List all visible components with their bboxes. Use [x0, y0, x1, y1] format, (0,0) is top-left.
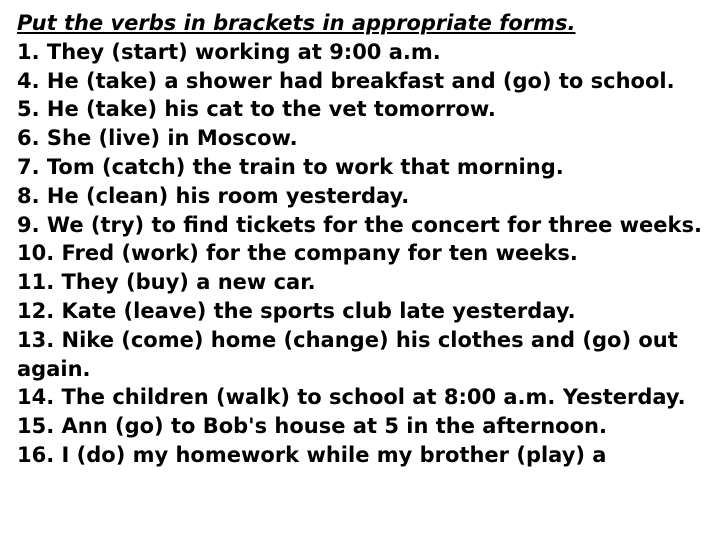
exercise-item-12: 12. Kate (leave) the sports club late yesterday.: [17, 298, 576, 323]
exercise-item-16: 16. I (do) my homework while my brother (play) a: [17, 442, 607, 467]
exercise-item-6: 6. She (live) in Moscow.: [17, 126, 298, 151]
exercise-item-8: 8. He (clean) his room yesterday.: [17, 183, 410, 208]
exercise-item-7: 7. Tom (catch) the train to work that morning.: [17, 154, 564, 179]
exercise-text: [17, 9, 707, 470]
exercise-item-10: 10. Fred (work) for the company for ten weeks.: [17, 241, 578, 266]
exercise-item-5: 5. He (take) his cat to the vet tomorrow.: [17, 97, 496, 122]
exercise-item-13: 13. Nike (come) home (change) his clothes and (go) out again.: [17, 327, 678, 381]
exercise-item-4: 4. He (take) a shower had breakfast and (go) to school.: [17, 68, 675, 93]
exercise-item-9: 9. We (try) to find tickets for the concert for three weeks.: [17, 212, 702, 237]
exercise-item-15: 15. Ann (go) to Bob's house at 5 in the afternoon.: [17, 414, 607, 439]
exercise-item-11: 11. They (buy) a new car.: [17, 270, 316, 295]
exercise-item-14: 14. The children (walk) to school at 8:00 a.m. Yesterday.: [17, 385, 686, 410]
exercise-heading: Put the verbs in brackets in appropriate forms.: [17, 11, 576, 35]
exercise-item-1: 1. They (start) working at 9:00 a.m.: [17, 39, 441, 64]
